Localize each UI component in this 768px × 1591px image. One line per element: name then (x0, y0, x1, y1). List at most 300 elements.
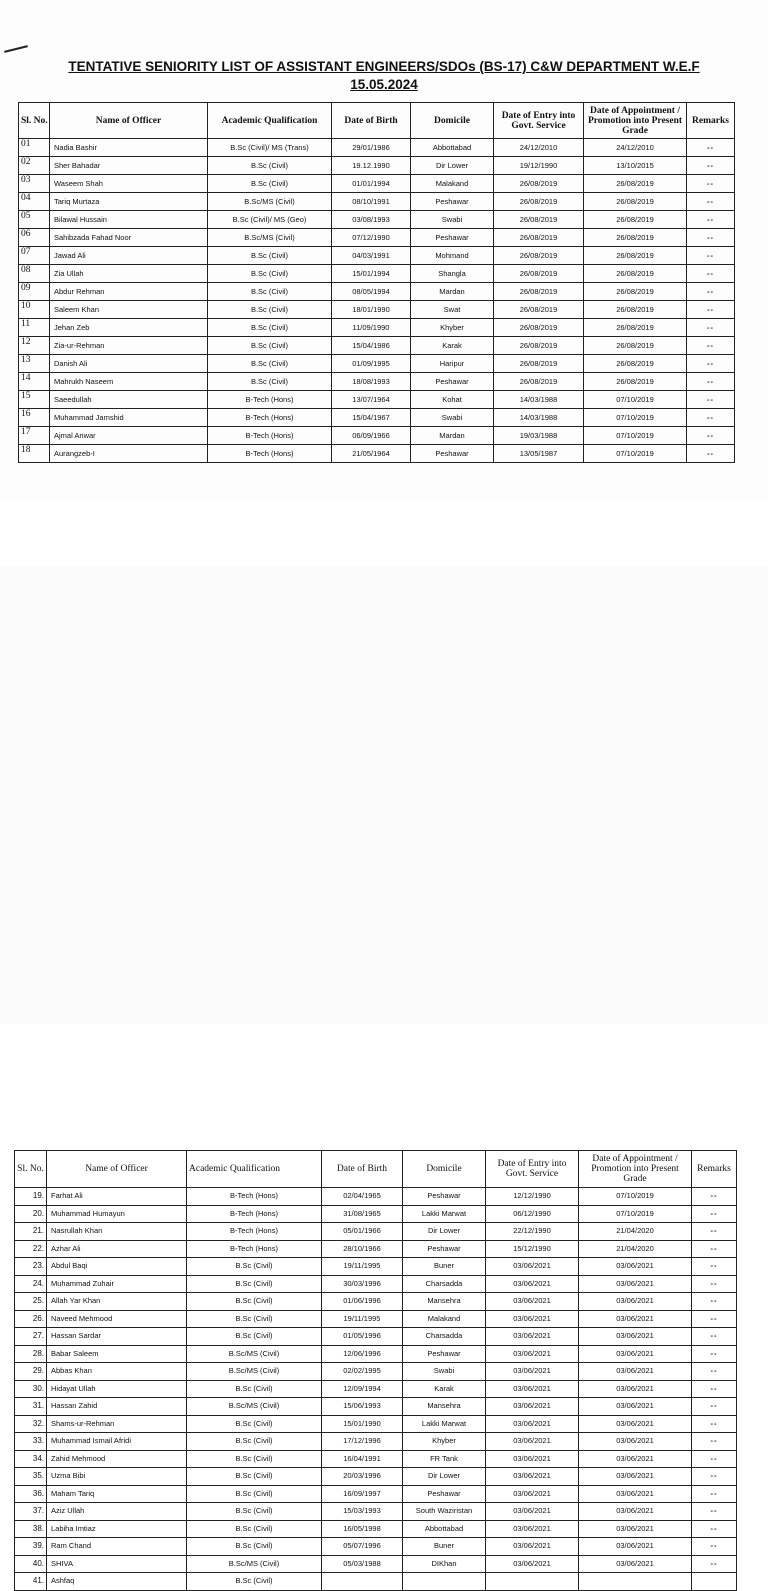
col-header-domicile: Domicile (403, 1151, 486, 1188)
cell-entry-date: 13/05/1987 (494, 445, 584, 463)
cell-dob: 04/03/1991 (332, 247, 411, 265)
cell-domicile: FR Tank (403, 1450, 486, 1468)
cell-dob: 01/09/1995 (332, 355, 411, 373)
cell-dob: 08/05/1994 (332, 283, 411, 301)
cell-entry-date: 03/06/2021 (486, 1398, 579, 1416)
cell-remarks: -- (687, 139, 735, 157)
document-title: TENTATIVE SENIORITY LIST OF ASSISTANT ENGINEERS/SDOs (BS-17) C&W DEPARTMENT W.E.F (68, 59, 700, 74)
cell-qualification: B.Sc (Civil) (208, 301, 332, 319)
cell-entry-date: 03/06/2021 (486, 1555, 579, 1573)
cell-entry-date: 14/03/1988 (494, 409, 584, 427)
cell-sl-no: 32. (15, 1415, 47, 1433)
cell-qualification: B.Sc (Civil) (187, 1293, 322, 1311)
cell-name: Bilawal Hussain (50, 211, 208, 229)
cell-appointment-date: 26/08/2019 (584, 337, 687, 355)
cell-entry-date: 03/06/2021 (486, 1363, 579, 1381)
cell-remarks: -- (692, 1275, 737, 1293)
cell-name: Naveed Mehmood (47, 1310, 187, 1328)
col-header-dob: Date of Birth (322, 1151, 403, 1188)
cell-appointment-date: 03/06/2021 (579, 1485, 692, 1503)
cell-domicile: Peshawar (403, 1345, 486, 1363)
cell-entry-date: 26/08/2019 (494, 229, 584, 247)
cell-dob: 16/04/1991 (322, 1450, 403, 1468)
cell-appointment-date: 26/08/2019 (584, 229, 687, 247)
cell-sl-no: 41. (15, 1573, 47, 1591)
col-header-dob: Date of Birth (332, 103, 411, 139)
cell-sl-no: 02 (19, 157, 50, 175)
cell-name: Hassan Zahid (47, 1398, 187, 1416)
cell-dob: 29/01/1986 (332, 139, 411, 157)
table-row (19, 319, 735, 337)
cell-appointment-date: 07/10/2019 (579, 1205, 692, 1223)
table-row (19, 391, 735, 409)
cell-dob: 05/03/1988 (322, 1555, 403, 1573)
cell-domicile: Abbottabad (403, 1520, 486, 1538)
cell-qualification: B.Sc (Civil) (187, 1485, 322, 1503)
cell-appointment-date: 21/04/2020 (579, 1223, 692, 1241)
cell-sl-no: 19. (15, 1188, 47, 1206)
cell-domicile: Haripur (411, 355, 494, 373)
cell-appointment-date: 03/06/2021 (579, 1293, 692, 1311)
cell-qualification: B.Sc (Civil) (187, 1258, 322, 1276)
cell-qualification: B.Sc (Civil) (187, 1275, 322, 1293)
table-row (19, 175, 735, 193)
cell-entry-date: 26/08/2019 (494, 283, 584, 301)
cell-remarks: -- (692, 1363, 737, 1381)
cell-qualification: B.Sc (Civil) (187, 1380, 322, 1398)
table-row (15, 1310, 737, 1328)
cell-remarks: -- (692, 1538, 737, 1556)
cell-sl-no: 29. (15, 1363, 47, 1381)
cell-dob: 12/09/1994 (322, 1380, 403, 1398)
cell-remarks: -- (687, 319, 735, 337)
cell-entry-date: 22/12/1990 (486, 1223, 579, 1241)
cell-remarks: -- (687, 427, 735, 445)
cell-name: Hidayat Ullah (47, 1380, 187, 1398)
col-header-appointment-date: Date of Appointment / Promotion into Present Grade (579, 1151, 692, 1188)
seniority-table-2 (14, 1150, 737, 1591)
cell-name: Muhammad Jamshid (50, 409, 208, 427)
table-header-row (19, 103, 735, 139)
table-row (19, 409, 735, 427)
cell-appointment-date: 03/06/2021 (579, 1555, 692, 1573)
cell-sl-no: 18 (19, 445, 50, 463)
cell-entry-date: 26/08/2019 (494, 211, 584, 229)
cell-domicile: Buner (403, 1538, 486, 1556)
cell-domicile: Buner (403, 1258, 486, 1276)
seniority-table-1 (18, 102, 735, 463)
cell-sl-no: 27. (15, 1328, 47, 1346)
cell-qualification: B.Sc (Civil) (187, 1328, 322, 1346)
cell-dob: 18/01/1990 (332, 301, 411, 319)
cell-remarks: -- (692, 1415, 737, 1433)
cell-qualification: B-Tech (Hons) (187, 1188, 322, 1206)
table-row (15, 1205, 737, 1223)
cell-entry-date: 03/06/2021 (486, 1310, 579, 1328)
cell-remarks: -- (692, 1468, 737, 1486)
cell-qualification: B.Sc (Civil) (187, 1433, 322, 1451)
cell-sl-no: 28. (15, 1345, 47, 1363)
cell-remarks: -- (692, 1520, 737, 1538)
cell-sl-no: 16 (19, 409, 50, 427)
table-row (15, 1363, 737, 1381)
col-header-qualification: Academic Qualification (208, 103, 332, 139)
cell-name: Jehan Zeb (50, 319, 208, 337)
cell-sl-no: 17 (19, 427, 50, 445)
cell-domicile: South Waziristan (403, 1503, 486, 1521)
table-row (15, 1433, 737, 1451)
cell-remarks: -- (692, 1223, 737, 1241)
cell-entry-date (486, 1573, 579, 1591)
col-header-entry-date: Date of Entry into Govt. Service (486, 1151, 579, 1188)
cell-entry-date: 03/06/2021 (486, 1380, 579, 1398)
cell-qualification: B.Sc/MS (Civil) (187, 1555, 322, 1573)
cell-name: Saleem Khan (50, 301, 208, 319)
cell-name: Shams-ur-Rehman (47, 1415, 187, 1433)
table-row (15, 1573, 737, 1591)
cell-sl-no: 04 (19, 193, 50, 211)
table-row (15, 1450, 737, 1468)
table-row (19, 157, 735, 175)
cell-remarks: -- (687, 301, 735, 319)
cell-sl-no: 23. (15, 1258, 47, 1276)
cell-qualification: B-Tech (Hons) (208, 391, 332, 409)
cell-appointment-date: 03/06/2021 (579, 1538, 692, 1556)
cell-dob: 11/09/1990 (332, 319, 411, 337)
cell-qualification: B.Sc/MS (Civil) (187, 1345, 322, 1363)
cell-name: Babar Saleem (47, 1345, 187, 1363)
cell-appointment-date: 03/06/2021 (579, 1520, 692, 1538)
cell-remarks: -- (692, 1450, 737, 1468)
cell-appointment-date: 07/10/2019 (584, 409, 687, 427)
cell-appointment-date: 07/10/2019 (584, 445, 687, 463)
cell-name: Abdul Baqi (47, 1258, 187, 1276)
page-gap (0, 498, 768, 566)
cell-sl-no: 09 (19, 283, 50, 301)
table-header-row (15, 1151, 737, 1188)
table-row (19, 301, 735, 319)
cell-name: Farhat Ali (47, 1188, 187, 1206)
cell-dob: 15/04/1967 (332, 409, 411, 427)
cell-sl-no: 26. (15, 1310, 47, 1328)
cell-domicile: DIKhan (403, 1555, 486, 1573)
cell-appointment-date: 03/06/2021 (579, 1363, 692, 1381)
cell-name: Muhammad Ismail Afridi (47, 1433, 187, 1451)
table-row (15, 1258, 737, 1276)
cell-appointment-date: 03/06/2021 (579, 1380, 692, 1398)
cell-domicile: Swabi (411, 409, 494, 427)
cell-dob: 05/01/1966 (322, 1223, 403, 1241)
cell-name: Ram Chand (47, 1538, 187, 1556)
col-header-sl-no: Sl. No. (19, 103, 50, 139)
cell-dob: 01/05/1996 (322, 1328, 403, 1346)
cell-qualification: B.Sc (Civil) (187, 1310, 322, 1328)
table-row (15, 1380, 737, 1398)
cell-name: Zia-ur-Rehman (50, 337, 208, 355)
cell-entry-date: 26/08/2019 (494, 301, 584, 319)
cell-qualification: B.Sc/MS (Civil) (208, 193, 332, 211)
cell-dob: 15/01/1990 (322, 1415, 403, 1433)
cell-appointment-date: 26/08/2019 (584, 193, 687, 211)
cell-sl-no: 03 (19, 175, 50, 193)
table-row (15, 1275, 737, 1293)
cell-remarks: -- (692, 1380, 737, 1398)
cell-remarks: -- (692, 1188, 737, 1206)
cell-appointment-date: 03/06/2021 (579, 1468, 692, 1486)
cell-name: Waseem Shah (50, 175, 208, 193)
col-header-qualification: Academic Qualification (187, 1151, 322, 1188)
cell-remarks: -- (692, 1485, 737, 1503)
table-row (15, 1485, 737, 1503)
cell-appointment-date: 26/08/2019 (584, 247, 687, 265)
cell-sl-no: 01 (19, 139, 50, 157)
table-row (19, 337, 735, 355)
table-row (15, 1240, 737, 1258)
cell-entry-date: 03/06/2021 (486, 1275, 579, 1293)
cell-qualification: B.Sc (Civil) (208, 355, 332, 373)
cell-entry-date: 03/06/2021 (486, 1345, 579, 1363)
cell-domicile: Peshawar (411, 229, 494, 247)
table-row (15, 1345, 737, 1363)
cell-dob: 19.12.1990 (332, 157, 411, 175)
cell-qualification: B.Sc (Civil) (187, 1468, 322, 1486)
cell-entry-date: 26/08/2019 (494, 319, 584, 337)
cell-qualification: B.Sc/MS (Civil) (187, 1398, 322, 1416)
table-row (15, 1555, 737, 1573)
cell-entry-date: 03/06/2021 (486, 1468, 579, 1486)
cell-domicile (403, 1573, 486, 1591)
cell-sl-no: 06 (19, 229, 50, 247)
cell-domicile: Swabi (411, 211, 494, 229)
cell-qualification: B.Sc (Civil) (208, 157, 332, 175)
cell-remarks: -- (687, 445, 735, 463)
cell-entry-date: 03/06/2021 (486, 1415, 579, 1433)
cell-appointment-date: 03/06/2021 (579, 1415, 692, 1433)
cell-remarks: -- (687, 283, 735, 301)
cell-appointment-date: 07/10/2019 (579, 1188, 692, 1206)
cell-qualification: B.Sc/MS (Civil) (187, 1363, 322, 1381)
table-row (19, 445, 735, 463)
cell-entry-date: 06/12/1990 (486, 1205, 579, 1223)
table-row (19, 229, 735, 247)
cell-appointment-date (579, 1573, 692, 1591)
cell-sl-no: 05 (19, 211, 50, 229)
document-title-date: 15.05.2024 (350, 77, 418, 92)
cell-sl-no: 40. (15, 1555, 47, 1573)
cell-appointment-date: 03/06/2021 (579, 1450, 692, 1468)
cell-name: Ashfaq (47, 1573, 187, 1591)
cell-sl-no: 37. (15, 1503, 47, 1521)
cell-entry-date: 03/06/2021 (486, 1328, 579, 1346)
cell-sl-no: 07 (19, 247, 50, 265)
cell-appointment-date: 03/06/2021 (579, 1258, 692, 1276)
cell-qualification: B-Tech (Hons) (208, 427, 332, 445)
cell-name: Sahibzada Fahad Noor (50, 229, 208, 247)
cell-appointment-date: 26/08/2019 (584, 355, 687, 373)
cell-name: Allah Yar Khan (47, 1293, 187, 1311)
table-row (19, 193, 735, 211)
cell-remarks: -- (692, 1398, 737, 1416)
cell-dob: 03/08/1993 (332, 211, 411, 229)
cell-remarks: -- (692, 1258, 737, 1276)
table-row (19, 211, 735, 229)
document-page-2 (0, 566, 768, 1586)
cell-remarks: -- (687, 391, 735, 409)
table-row (15, 1328, 737, 1346)
table-row (19, 373, 735, 391)
cell-dob: 28/10/1966 (322, 1240, 403, 1258)
cell-entry-date: 15/12/1990 (486, 1240, 579, 1258)
cell-appointment-date: 26/08/2019 (584, 265, 687, 283)
cell-domicile: Peshawar (411, 373, 494, 391)
cell-domicile: Karak (403, 1380, 486, 1398)
cell-appointment-date: 13/10/2015 (584, 157, 687, 175)
cell-name: Labiha Imtiaz (47, 1520, 187, 1538)
cell-remarks: -- (687, 373, 735, 391)
pen-mark (4, 45, 28, 53)
cell-qualification: B.Sc (Civil) (208, 319, 332, 337)
cell-entry-date: 03/06/2021 (486, 1450, 579, 1468)
cell-sl-no: 25. (15, 1293, 47, 1311)
cell-remarks: -- (687, 157, 735, 175)
cell-dob: 15/03/1993 (322, 1503, 403, 1521)
cell-sl-no: 12 (19, 337, 50, 355)
cell-name: Azhar Ali (47, 1240, 187, 1258)
cell-dob: 21/05/1964 (332, 445, 411, 463)
cell-sl-no: 08 (19, 265, 50, 283)
cell-entry-date: 19/03/1988 (494, 427, 584, 445)
cell-entry-date: 19/12/1990 (494, 157, 584, 175)
cell-domicile: Charsadda (403, 1328, 486, 1346)
cell-domicile: Lakki Marwat (403, 1205, 486, 1223)
cell-qualification: B.Sc (Civil)/ MS (Geo) (208, 211, 332, 229)
table-row (19, 247, 735, 265)
cell-entry-date: 12/12/1990 (486, 1188, 579, 1206)
cell-entry-date: 26/08/2019 (494, 193, 584, 211)
cell-qualification: B.Sc/MS (Civil) (208, 229, 332, 247)
cell-name: Nasrullah Khan (47, 1223, 187, 1241)
table-row (15, 1538, 737, 1556)
table-row (19, 265, 735, 283)
cell-remarks: -- (692, 1555, 737, 1573)
cell-qualification: B.Sc (Civil) (208, 175, 332, 193)
cell-entry-date: 03/06/2021 (486, 1485, 579, 1503)
col-header-name: Name of Officer (47, 1151, 187, 1188)
cell-sl-no: 38. (15, 1520, 47, 1538)
cell-sl-no: 39. (15, 1538, 47, 1556)
cell-sl-no: 13 (19, 355, 50, 373)
table-row (19, 427, 735, 445)
cell-name: Aurangzeb-I (50, 445, 208, 463)
cell-dob: 08/10/1991 (332, 193, 411, 211)
col-header-appointment-date: Date of Appointment / Promotion into Present Grade (584, 103, 687, 139)
cell-name: Muhammad Zuhair (47, 1275, 187, 1293)
table-row (15, 1520, 737, 1538)
cell-appointment-date: 21/04/2020 (579, 1240, 692, 1258)
cell-sl-no: 14 (19, 373, 50, 391)
cell-appointment-date: 26/08/2019 (584, 301, 687, 319)
cell-qualification: B.Sc (Civil) (187, 1450, 322, 1468)
cell-domicile: Mansehra (403, 1398, 486, 1416)
cell-domicile: Karak (411, 337, 494, 355)
cell-remarks: -- (692, 1503, 737, 1521)
table-row (19, 139, 735, 157)
cell-domicile: Dir Lower (403, 1468, 486, 1486)
cell-appointment-date: 07/10/2019 (584, 391, 687, 409)
cell-qualification: B.Sc (Civil) (187, 1503, 322, 1521)
cell-domicile: Dir Lower (403, 1223, 486, 1241)
cell-entry-date: 26/08/2019 (494, 265, 584, 283)
cell-name: Ajmal Anwar (50, 427, 208, 445)
cell-dob: 15/06/1993 (322, 1398, 403, 1416)
cell-domicile: Mansehra (403, 1293, 486, 1311)
cell-remarks: -- (687, 211, 735, 229)
cell-remarks (692, 1573, 737, 1591)
cell-dob: 07/12/1990 (332, 229, 411, 247)
cell-entry-date: 03/06/2021 (486, 1503, 579, 1521)
cell-qualification: B.Sc (Civil) (187, 1520, 322, 1538)
cell-entry-date: 24/12/2010 (494, 139, 584, 157)
cell-dob: 05/07/1996 (322, 1538, 403, 1556)
cell-sl-no: 22. (15, 1240, 47, 1258)
cell-appointment-date: 03/06/2021 (579, 1275, 692, 1293)
cell-dob: 15/01/1994 (332, 265, 411, 283)
cell-domicile: Malakand (403, 1310, 486, 1328)
cell-remarks: -- (692, 1328, 737, 1346)
cell-domicile: Mardan (411, 427, 494, 445)
cell-dob: 02/02/1995 (322, 1363, 403, 1381)
table-row (15, 1468, 737, 1486)
cell-dob: 16/05/1998 (322, 1520, 403, 1538)
cell-entry-date: 03/06/2021 (486, 1538, 579, 1556)
cell-qualification: B-Tech (Hons) (208, 445, 332, 463)
cell-entry-date: 14/03/1988 (494, 391, 584, 409)
cell-name: Tariq Murtaza (50, 193, 208, 211)
cell-dob: 01/06/1996 (322, 1293, 403, 1311)
cell-domicile: Swat (411, 301, 494, 319)
cell-remarks: -- (687, 229, 735, 247)
cell-name: Abbas Khan (47, 1363, 187, 1381)
col-header-remarks: Remarks (687, 103, 735, 139)
cell-entry-date: 26/08/2019 (494, 247, 584, 265)
cell-dob: 16/09/1997 (322, 1485, 403, 1503)
cell-dob: 06/09/1966 (332, 427, 411, 445)
cell-remarks: -- (687, 175, 735, 193)
cell-sl-no: 20. (15, 1205, 47, 1223)
document-page-1 (0, 0, 768, 498)
cell-domicile: Peshawar (403, 1188, 486, 1206)
cell-sl-no: 15 (19, 391, 50, 409)
cell-appointment-date: 26/08/2019 (584, 319, 687, 337)
cell-qualification: B.Sc (Civil) (208, 283, 332, 301)
cell-entry-date: 26/08/2019 (494, 373, 584, 391)
cell-appointment-date: 03/06/2021 (579, 1345, 692, 1363)
cell-remarks: -- (687, 247, 735, 265)
col-header-entry-date: Date of Entry into Govt. Service (494, 103, 584, 139)
cell-name: Zia Ullah (50, 265, 208, 283)
cell-name: Mahrukh Naseem (50, 373, 208, 391)
cell-remarks: -- (687, 409, 735, 427)
cell-remarks: -- (687, 193, 735, 211)
cell-qualification: B.Sc (Civil) (208, 373, 332, 391)
cell-sl-no: 11 (19, 319, 50, 337)
cell-dob: 01/01/1994 (332, 175, 411, 193)
cell-domicile: Peshawar (411, 445, 494, 463)
col-header-remarks: Remarks (692, 1151, 737, 1188)
cell-entry-date: 26/08/2019 (494, 175, 584, 193)
cell-dob (322, 1573, 403, 1591)
cell-sl-no: 35. (15, 1468, 47, 1486)
